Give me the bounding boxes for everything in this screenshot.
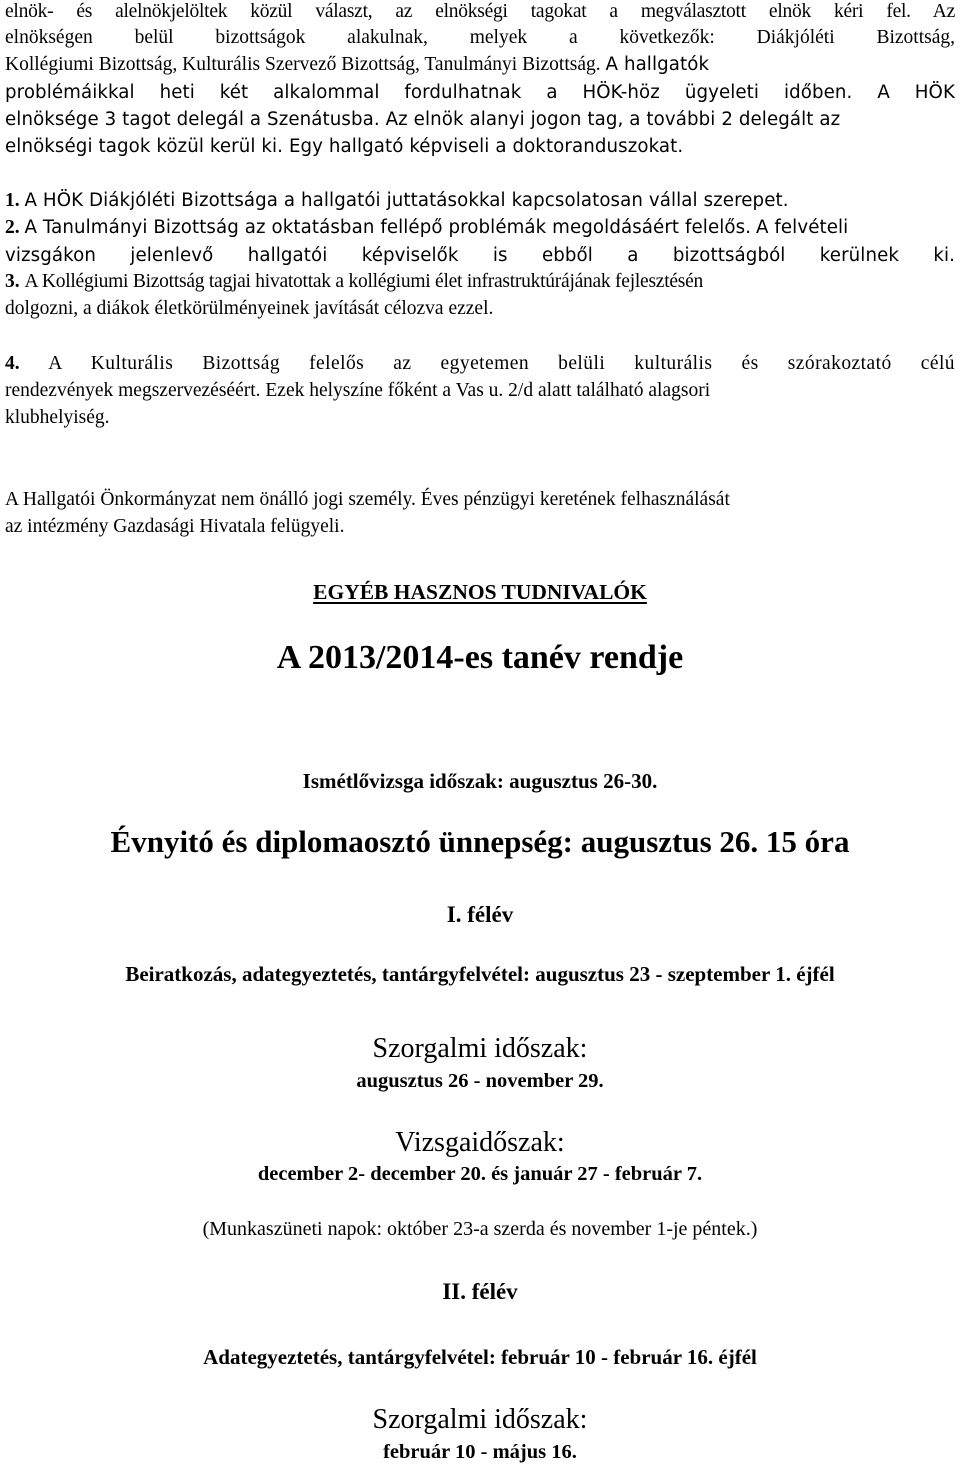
text-line: vizsgákon jelenlevő hallgatói képviselők is ebből a bizottságból kerülnek ki. <box>5 245 955 266</box>
section-heading: EGYÉB HASZNOS TUDNIVALÓK <box>313 580 647 604</box>
holidays-note: (Munkaszüneti napok: október 23-a szerda és november 1-je péntek.) <box>202 1218 758 1240</box>
text-line: Kollégiumi Bizottság, Kulturális Szervező Bizottság, Tanulmányi Bizottság. A hallgatók <box>5 54 710 75</box>
semester-1-heading: I. félév <box>446 902 514 927</box>
text-line: problémáikkal heti két alkalommal fordulhatnak a HÖK-höz ügyeleti időben. A HÖK <box>5 82 955 103</box>
semester-1-study-dates: augusztus 26 - november 29. <box>356 1070 604 1092</box>
retake-exam-period: Ismétlővizsga időszak: augusztus 26-30. <box>302 769 658 793</box>
text-line: elnöksége 3 tagot delegál a Szenátusba. Az elnök alanyi jogon tag, a további 2 delegált az <box>5 109 841 130</box>
semester-2-study-label: Szorgalmi időszak: <box>372 1404 588 1435</box>
text-line: dolgozni, a diákok életkörülményeinek javítását célozva ezzel. <box>5 298 494 319</box>
semester-1-study-label: Szorgalmi időszak: <box>372 1033 588 1064</box>
opening-ceremony: Évnyitó és diplomaosztó ünnepség: augusztus 26. 15 óra <box>110 824 850 859</box>
semester-1-exam-dates: december 2- december 20. és január 27 - február 7. <box>257 1163 703 1185</box>
semester-2-enrollment: Adategyeztetés, tantárgyfelvétel: február 10 - február 16. éjfél <box>203 1345 757 1369</box>
text-line: A Hallgatói Önkormányzat nem önálló jogi személy. Éves pénzügyi keretének felhasználását <box>5 489 730 510</box>
text-line: elnökségi tagok közül kerül ki. Egy hallgató képviseli a doktoranduszokat. <box>5 136 684 157</box>
page-title: A 2013/2014-es tanév rendje <box>276 639 684 676</box>
text-line: elnök- és alelnökjelöltek közül választ, az elnökségi tagokat a megválasztott elnök kéri fel. Az <box>5 1 955 22</box>
semester-1-exam-label: Vizsgaidőszak: <box>395 1127 565 1158</box>
text-line: rendezvények megszervezéséért. Ezek helyszíne főként a Vas u. 2/d alatt található alagsori <box>5 380 711 401</box>
list-item: 3. A Kollégiumi Bizottság tagjai hivatottak a kollégiumi élet infrastruktúrájának fejlesztésén <box>5 271 704 292</box>
semester-2-study-dates: február 10 - május 16. <box>383 1441 577 1463</box>
text-line: az intézmény Gazdasági Hivatala felügyeli. <box>5 516 345 537</box>
semester-1-enrollment: Beiratkozás, adategyeztetés, tantárgyfelvétel: augusztus 23 - szeptember 1. éjfél <box>125 962 835 986</box>
list-item: 4. A Kulturális Bizottság felelős az egyetemen belüli kulturális és szórakoztató célú <box>5 353 956 374</box>
semester-2-heading: II. félév <box>442 1279 518 1304</box>
text-line: elnökségen belül bizottságok alakulnak, melyek a következők: Diákjóléti Bizottság, <box>5 27 955 48</box>
list-item: 1. A HÖK Diákjóléti Bizottsága a hallgatói juttatásokkal kapcsolatosan vállal szerepet. <box>5 190 789 211</box>
list-item: 2. A Tanulmányi Bizottság az oktatásban fellépő problémák megoldásáért felelős. A felvételi <box>5 217 849 238</box>
text-line: klubhelyiség. <box>5 407 110 428</box>
